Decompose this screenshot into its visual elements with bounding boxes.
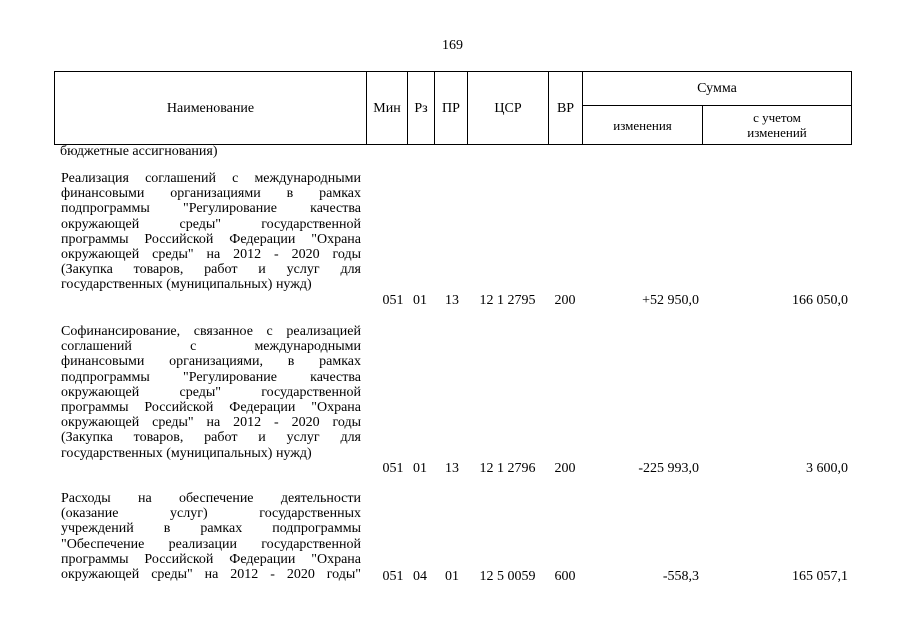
row-description xyxy=(61,491,361,582)
header-csr: ЦСР xyxy=(494,100,522,116)
row-vr: 200 xyxy=(554,461,576,476)
row-description-line: учреждений в рамках подпрограммы xyxy=(61,521,361,537)
row-description-line: соглашений с международными xyxy=(61,339,361,355)
row-rz: 01 xyxy=(413,461,427,476)
row-csr: 12 1 2796 xyxy=(479,461,536,476)
row-rz: 04 xyxy=(413,569,427,584)
continuation-text: бюджетные ассигнования) xyxy=(60,144,218,159)
row-pr: 13 xyxy=(445,461,459,476)
row-description xyxy=(61,324,361,461)
row-description-line: подпрограммы "Регулирование качества xyxy=(61,369,361,385)
page-number: 169 xyxy=(442,38,463,53)
row-vr: 600 xyxy=(554,569,576,584)
header-with-change xyxy=(703,106,851,144)
row-min: 051 xyxy=(382,293,404,308)
row-description-line: государственных (муниципальных) нужд) xyxy=(61,277,312,293)
row-description-line: (Закупка товаров, работ и услуг для xyxy=(61,430,361,446)
header-sum: Сумма xyxy=(697,81,737,96)
header-change: изменения xyxy=(613,117,672,133)
row-description-line: (Закупка товаров, работ и услуг для xyxy=(61,262,361,278)
row-description-line: программы Российской Федерации "Охрана xyxy=(61,231,361,247)
header-name: Наименование xyxy=(166,100,255,116)
header-min: Мин xyxy=(373,100,401,116)
row-rz: 01 xyxy=(413,293,427,308)
row-description-line: Софинансирование, связанное с реализацией xyxy=(61,324,361,339)
row-min: 051 xyxy=(382,569,404,584)
row-description xyxy=(61,171,361,293)
row-total: 3 600,0 xyxy=(806,461,848,476)
header-pr: ПР xyxy=(442,100,460,116)
row-change: -225 993,0 xyxy=(638,461,699,476)
row-min: 051 xyxy=(382,461,404,476)
row-description-line: "Обеспечение реализации государственной xyxy=(61,536,361,552)
row-description-line: программы Российской Федерации "Охрана xyxy=(61,400,361,416)
row-description-line: Реализация соглашений с международными xyxy=(61,171,361,186)
row-change: -558,3 xyxy=(662,569,699,584)
row-description-line: окружающей среды" на 2012 - 2020 годы xyxy=(61,247,361,263)
header-vr: ВР xyxy=(556,100,575,116)
row-description-line: Расходы на обеспечение деятельности xyxy=(61,491,361,506)
row-description-line: окружающей среды" на 2012 - 2020 годы" xyxy=(61,567,361,583)
header-rz: Рз xyxy=(414,100,428,116)
row-description-line: окружающей среды" государственной xyxy=(61,216,361,232)
row-total: 166 050,0 xyxy=(792,293,848,308)
row-csr: 12 1 2795 xyxy=(479,293,536,308)
header-with-change-line2: изменений xyxy=(747,125,807,140)
row-description-line: (оказание услуг) государственных xyxy=(61,506,361,522)
row-description-line: финансовыми организациями, в рамках xyxy=(61,354,361,370)
row-description-line: государственных (муниципальных) нужд) xyxy=(61,445,312,461)
row-vr: 200 xyxy=(554,293,576,308)
row-description-line: окружающей среды" государственной xyxy=(61,384,361,400)
row-pr: 13 xyxy=(445,293,459,308)
row-description-line: программы Российской Федерации "Охрана xyxy=(61,551,361,567)
row-description-line: финансовыми организациями в рамках xyxy=(61,186,361,202)
header-divider xyxy=(851,71,852,145)
row-pr: 01 xyxy=(445,569,459,584)
row-total: 165 057,1 xyxy=(792,569,848,584)
row-description-line: подпрограммы "Регулирование качества xyxy=(61,201,361,217)
row-change: +52 950,0 xyxy=(642,293,699,308)
row-description-line: окружающей среды" на 2012 - 2020 годы xyxy=(61,415,361,431)
row-csr: 12 5 0059 xyxy=(479,569,536,584)
header-with-change-line1: с учетом xyxy=(753,110,801,125)
